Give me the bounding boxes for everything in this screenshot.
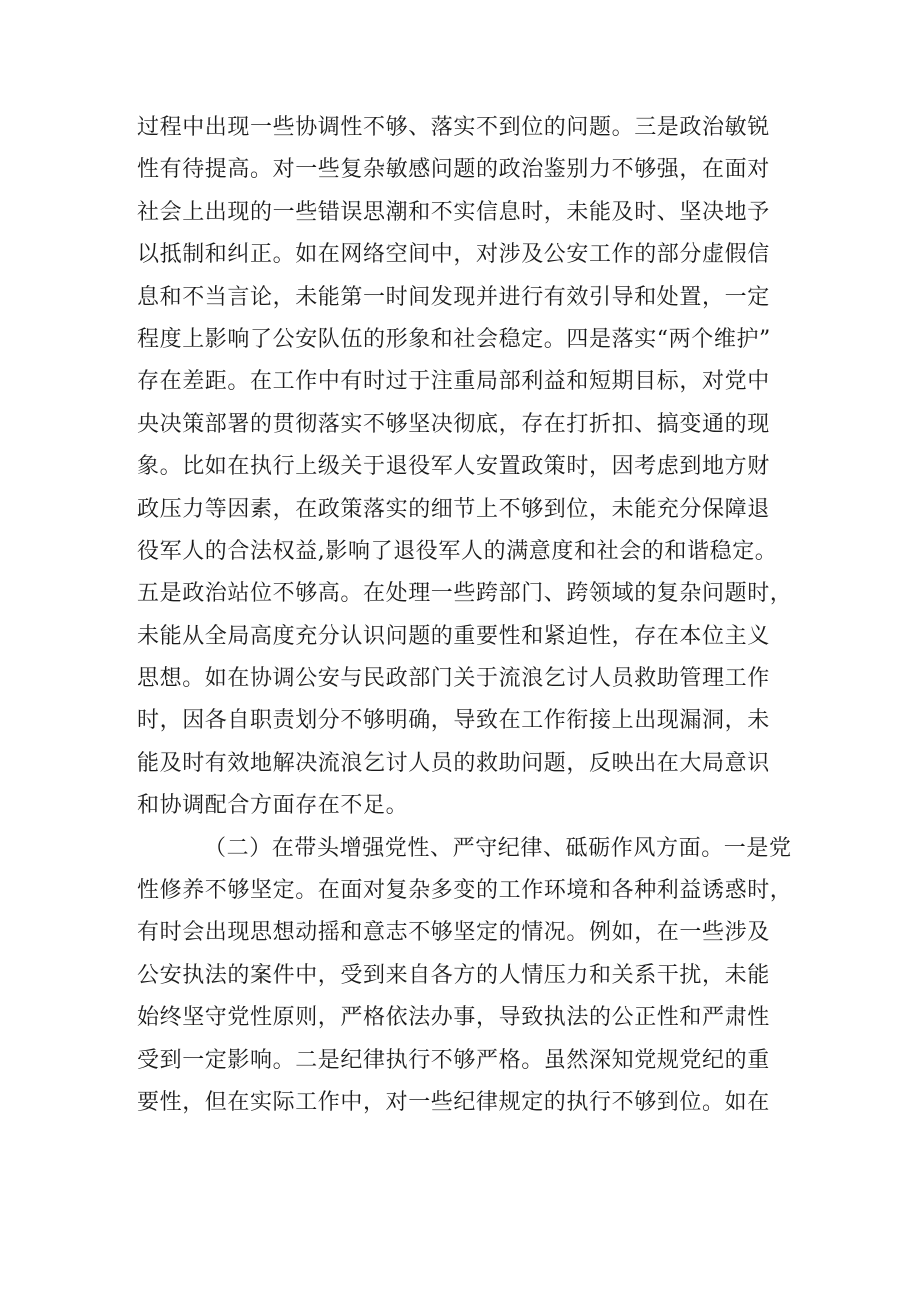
text-line: 政压力等因素，在政策落实的细节上不够到位，未能充分保障退 [137, 496, 770, 522]
text-line: 存在差距。在工作中有时过于注重局部利益和短期目标，对党中 [137, 369, 770, 395]
text-line: 时，因各自职责划分不够明确，导致在工作衔接上出现漏洞，未 [137, 708, 770, 734]
text-line: 能及时有效地解决流浪乞讨人员的救助问题，反映出在大局意识 [137, 750, 770, 776]
text-line: 受到一定影响。二是纪律执行不够严格。虽然深知党规党纪的重 [137, 1047, 770, 1073]
text-line: 要性，但在实际工作中，对一些纪律规定的执行不够到位。如在 [137, 1089, 770, 1115]
paragraph-1 [137, 107, 793, 828]
text-line: 五是政治站位不够高。在处理一些跨部门、跨领域的复杂问题时， [137, 581, 793, 607]
text-line: （二）在带头增强党性、严守纪律、砥砺作风方面。一是党 [204, 835, 792, 861]
text-line: 以抵制和纠正。如在网络空间中，对涉及公安工作的部分虚假信 [137, 242, 770, 268]
text-line: 未能从全局高度充分认识问题的重要性和紧迫性，存在本位主义 [137, 623, 770, 649]
body-text [137, 107, 793, 1124]
text-line: 和协调配合方面存在不足。 [137, 793, 409, 819]
text-line: 程度上影响了公安队伍的形象和社会稳定。四是落实“两个维护” [137, 326, 771, 352]
text-line: 性修养不够坚定。在面对复杂多变的工作环境和各种利益诱惑时， [137, 878, 793, 904]
paragraph-2 [137, 828, 793, 1125]
text-line: 有时会出现思想动摇和意志不够坚定的情况。例如，在一些涉及 [137, 920, 770, 946]
text-line: 思想。如在协调公安与民政部门关于流浪乞讨人员救助管理工作 [137, 666, 770, 692]
text-line: 过程中出现一些协调性不够、落实不到位的问题。三是政治敏锐 [137, 115, 770, 140]
text-line: 始终坚守党性原则，严格依法办事，导致执法的公正性和严肃性 [137, 1005, 770, 1031]
text-line: 役军人的合法权益,影响了退役军人的满意度和社会的和谐稳定。 [137, 538, 778, 564]
text-line: 社会上出现的一些错误思潮和不实信息时，未能及时、坚决地予 [137, 199, 770, 225]
text-line: 公安执法的案件中，受到来自各方的人情压力和关系干扰，未能 [137, 962, 770, 988]
text-line: 性有待提高。对一些复杂敏感问题的政治鉴别力不够强，在面对 [137, 157, 770, 183]
text-line: 象。比如在执行上级关于退役军人安置政策时，因考虑到地方财 [137, 454, 770, 480]
text-line: 息和不当言论，未能第一时间发现并进行有效引导和处置，一定 [137, 284, 770, 310]
text-line: 央决策部署的贯彻落实不够坚决彻底，存在打折扣、搞变通的现 [137, 411, 770, 437]
